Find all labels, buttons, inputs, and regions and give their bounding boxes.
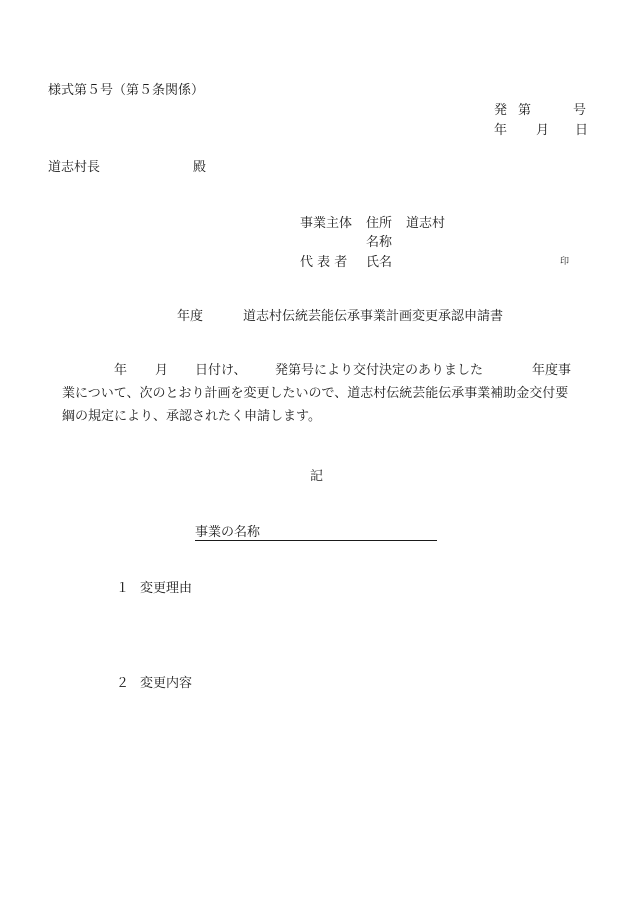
name-label: 名称 (366, 235, 393, 250)
form-number: 様式第５号（第５条関係） (48, 83, 205, 98)
address-value: 道志村 (406, 216, 446, 231)
body-l1-number: 発第号により交付決定のありました (275, 363, 484, 378)
issue-hatsu: 発 (494, 103, 508, 118)
body-l1-month: 月 (155, 363, 169, 378)
issue-year: 年 (494, 123, 508, 138)
rep-label: 代 表 者 (300, 255, 348, 270)
item-2-label: 変更内容 (140, 676, 193, 691)
project-name-label: 事業の名称 (195, 525, 261, 540)
rep-name-label: 氏名 (366, 255, 393, 270)
item-1-number: １ (116, 581, 130, 596)
body-l1-end: 年度事 (532, 363, 572, 378)
issue-dai: 第 (518, 103, 532, 118)
addressee-name: 道志村長 (48, 160, 101, 175)
body-l1-dated: 日付け、 (195, 363, 247, 378)
issue-gou: 号 (573, 103, 587, 118)
issue-month: 月 (536, 123, 550, 138)
item-2-number: ２ (116, 676, 130, 691)
address-label: 住所 (366, 216, 393, 231)
entity-label: 事業主体 (300, 216, 353, 231)
body-line-2: 業について、次のとおり計画を変更したいので、道志村伝統芸能伝承事業補助金交付要 (62, 386, 569, 401)
seal-mark: 印 (560, 257, 570, 267)
body-line-3: 綱の規定により、承認されたく申請します。 (62, 409, 321, 424)
addressee-honorific: 殿 (193, 160, 207, 175)
item-1-label: 変更理由 (140, 581, 193, 596)
ki-heading: 記 (310, 469, 324, 484)
issue-day: 日 (575, 123, 589, 138)
title-year-prefix: 年度 (177, 309, 204, 324)
document-title: 道志村伝統芸能伝承事業計画変更承認申請書 (243, 309, 504, 324)
body-l1-year: 年 (114, 363, 128, 378)
project-name-underline (195, 540, 437, 541)
